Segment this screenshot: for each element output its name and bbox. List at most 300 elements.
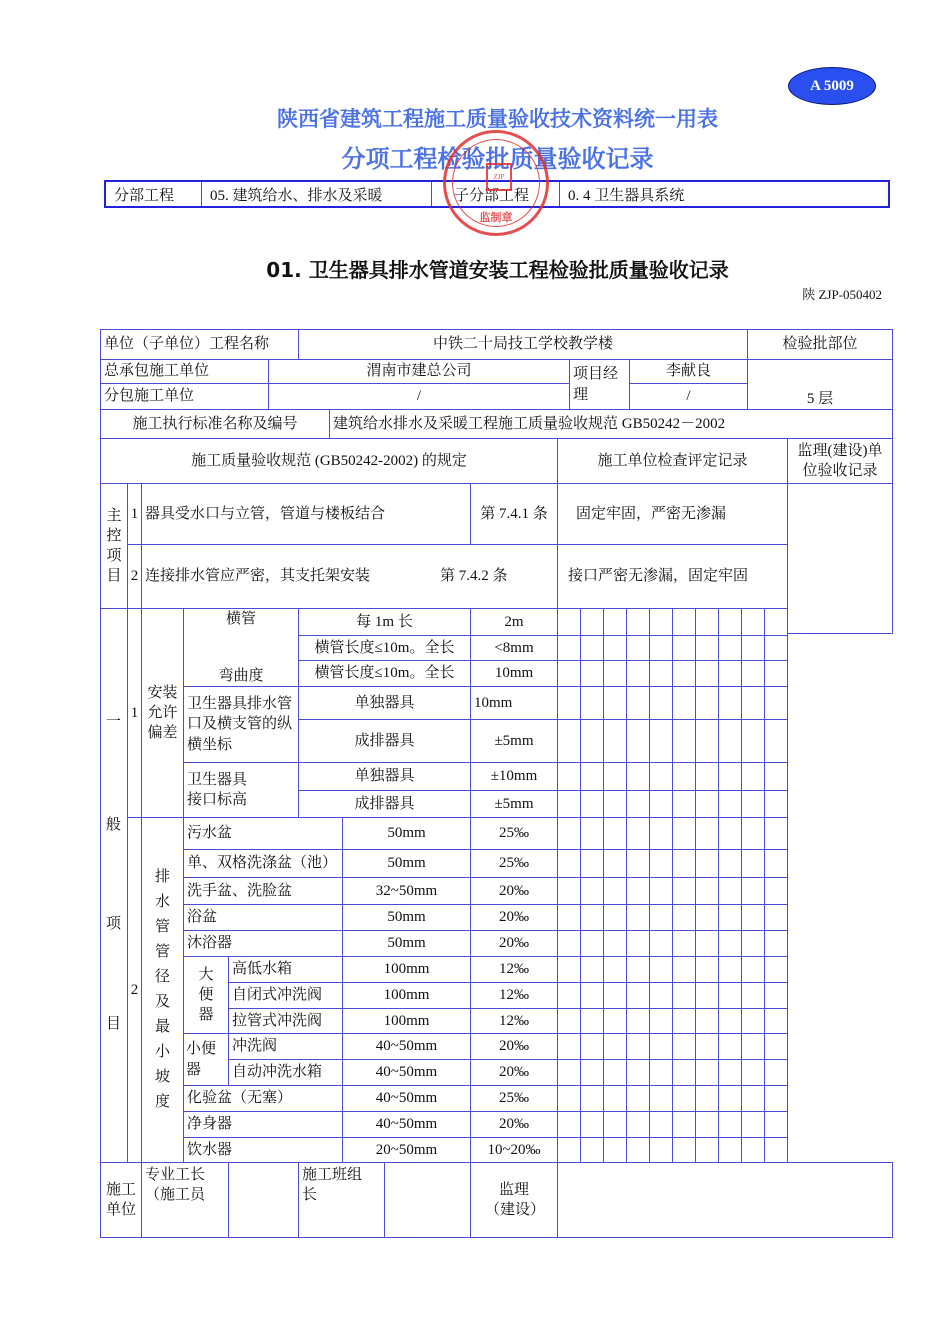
check-point-cell[interactable] xyxy=(695,1137,719,1163)
project-manager-sub: / xyxy=(629,383,748,410)
check-point-cell[interactable] xyxy=(649,1137,673,1163)
check-point-cell[interactable] xyxy=(718,1059,742,1086)
check-point-cell[interactable] xyxy=(603,635,627,661)
general-items-column xyxy=(100,608,128,1163)
supervisor-label: 监理（建设） xyxy=(470,1162,558,1238)
check-point-cell[interactable] xyxy=(580,635,604,661)
check-point-cell[interactable] xyxy=(764,877,788,905)
check-point-cell[interactable] xyxy=(649,1008,673,1034)
pipe-diameter: 50mm xyxy=(342,904,471,931)
batch-part-label: 检验批部位 xyxy=(747,329,893,360)
check-point-cell[interactable] xyxy=(603,849,627,878)
check-point-cell[interactable] xyxy=(672,660,696,687)
check-point-cell[interactable] xyxy=(718,817,742,850)
min-slope: 20‰ xyxy=(470,904,558,931)
check-point-cell[interactable] xyxy=(695,762,719,791)
check-point-cell[interactable] xyxy=(764,1059,788,1086)
check-point-cell[interactable] xyxy=(626,930,650,957)
tolerance-cell: 10mm xyxy=(470,686,558,720)
check-point-cell[interactable] xyxy=(695,904,719,931)
check-point-cell[interactable] xyxy=(557,904,581,931)
check-point-cell[interactable] xyxy=(603,904,627,931)
check-point-cell[interactable] xyxy=(718,608,742,636)
check-point-cell[interactable] xyxy=(603,1059,627,1086)
check-point-cell[interactable] xyxy=(764,1111,788,1138)
fixture-name: 冲洗阀 xyxy=(228,1033,343,1060)
check-point-cell[interactable] xyxy=(718,635,742,661)
check-point-cell[interactable] xyxy=(557,982,581,1009)
item-number: 1 xyxy=(127,608,142,818)
check-point-cell[interactable] xyxy=(695,1111,719,1138)
check-point-cell[interactable] xyxy=(580,877,604,905)
check-point-cell[interactable] xyxy=(718,719,742,763)
fixture-name: 拉管式冲洗阀 xyxy=(228,1008,343,1034)
fixture-name: 自动冲洗水箱 xyxy=(228,1059,343,1086)
check-point-cell[interactable] xyxy=(557,608,581,636)
check-point-cell[interactable] xyxy=(626,762,650,791)
check-point-cell[interactable] xyxy=(741,719,765,763)
check-point-cell[interactable] xyxy=(741,1137,765,1163)
check-point-cell[interactable] xyxy=(626,982,650,1009)
check-point-cell[interactable] xyxy=(603,877,627,905)
check-point-cell[interactable] xyxy=(603,660,627,687)
stamp-label: 监制章 xyxy=(479,212,513,224)
general-label-char: 般 xyxy=(106,817,122,833)
condition-cell: 每 1m 长 xyxy=(298,608,471,636)
check-point-cell[interactable] xyxy=(649,608,673,636)
min-slope: 25‰ xyxy=(470,849,558,878)
check-point-cell[interactable] xyxy=(695,1008,719,1034)
check-point-cell[interactable] xyxy=(764,849,788,878)
check-point-cell[interactable] xyxy=(695,1085,719,1112)
foreman-signature[interactable] xyxy=(228,1162,299,1238)
check-point-cell[interactable] xyxy=(695,790,719,818)
check-point-cell[interactable] xyxy=(741,904,765,931)
main-item-clause: 第 7.4.1 条 xyxy=(470,483,558,545)
general-contractor-label: 总承包施工单位 xyxy=(100,359,269,384)
check-point-cell[interactable] xyxy=(672,1085,696,1112)
min-slope: 25‰ xyxy=(470,1085,558,1112)
check-point-cell[interactable] xyxy=(741,956,765,983)
check-point-cell[interactable] xyxy=(649,849,673,878)
check-point-cell[interactable] xyxy=(741,686,765,720)
check-point-cell[interactable] xyxy=(649,817,673,850)
main-item-row-2 xyxy=(141,544,558,609)
project-manager-general: 李献良 xyxy=(629,359,748,384)
check-point-cell[interactable] xyxy=(603,790,627,818)
check-point-cell[interactable] xyxy=(649,1085,673,1112)
check-point-cell[interactable] xyxy=(764,1033,788,1060)
condition-cell: 单独器具 xyxy=(298,686,471,720)
check-point-cell[interactable] xyxy=(649,686,673,720)
main-item-text: 连接排水管应严密，其支托架安装 xyxy=(145,568,371,585)
toilet-label: 大便器 xyxy=(183,956,229,1034)
check-point-cell[interactable] xyxy=(672,817,696,850)
check-point-cell[interactable] xyxy=(626,877,650,905)
check-point-cell[interactable] xyxy=(603,1111,627,1138)
check-point-cell[interactable] xyxy=(557,1137,581,1163)
check-point-cell[interactable] xyxy=(672,608,696,636)
check-point-cell[interactable] xyxy=(626,635,650,661)
subdivision-value: 0. 4 卫生器具系统 xyxy=(568,187,685,204)
check-point-cell[interactable] xyxy=(580,719,604,763)
check-point-cell[interactable] xyxy=(649,930,673,957)
check-point-cell[interactable] xyxy=(695,982,719,1009)
construction-unit-label: 施工单位 xyxy=(100,1162,142,1238)
check-point-cell[interactable] xyxy=(718,660,742,687)
document-title: 01. 卫生器具排水管道安装工程检验批质量验收记录 xyxy=(266,258,729,282)
tolerance-cell: ±10mm xyxy=(470,762,558,791)
check-point-cell[interactable] xyxy=(764,762,788,791)
pipe-diameter: 100mm xyxy=(342,1008,471,1034)
check-point-cell[interactable] xyxy=(603,1137,627,1163)
check-point-cell[interactable] xyxy=(626,719,650,763)
check-point-cell[interactable] xyxy=(626,1085,650,1112)
team-leader-label: 施工班组 长 xyxy=(298,1162,385,1238)
check-point-cell[interactable] xyxy=(626,1033,650,1060)
batch-part-value: 5 层 xyxy=(747,359,893,410)
check-point-cell[interactable] xyxy=(695,817,719,850)
check-point-cell[interactable] xyxy=(741,790,765,818)
item-label: 横管 xyxy=(225,611,256,627)
check-point-cell[interactable] xyxy=(603,982,627,1009)
check-point-cell[interactable] xyxy=(557,686,581,720)
check-point-cell[interactable] xyxy=(626,1008,650,1034)
min-slope: 12‰ xyxy=(470,956,558,983)
check-point-cell[interactable] xyxy=(695,635,719,661)
check-point-cell[interactable] xyxy=(764,817,788,850)
check-point-cell[interactable] xyxy=(718,904,742,931)
check-point-cell[interactable] xyxy=(695,660,719,687)
pipe-diameter: 40~50mm xyxy=(342,1085,471,1112)
check-point-cell[interactable] xyxy=(603,1033,627,1060)
tolerance-cell: <8mm xyxy=(470,635,558,661)
min-slope: 20‰ xyxy=(470,1059,558,1086)
fixture-name: 沐浴器 xyxy=(183,930,343,957)
check-point-cell[interactable] xyxy=(603,608,627,636)
check-point-cell[interactable] xyxy=(672,1008,696,1034)
urinal-label: 小便器 xyxy=(183,1033,229,1086)
check-point-cell[interactable] xyxy=(718,930,742,957)
fixture-name: 单、双格洗涤盆（池） xyxy=(183,849,343,878)
pipe-diameter: 50mm xyxy=(342,817,471,850)
check-point-cell[interactable] xyxy=(557,1008,581,1034)
project-name-value: 中铁二十局技工学校教学楼 xyxy=(298,329,748,360)
check-point-cell[interactable] xyxy=(626,817,650,850)
check-point-cell[interactable] xyxy=(672,762,696,791)
supervision-stamp xyxy=(443,130,549,236)
pipe-diameter: 40~50mm xyxy=(342,1033,471,1060)
check-point-cell[interactable] xyxy=(741,817,765,850)
check-point-cell[interactable] xyxy=(764,1008,788,1034)
check-point-cell[interactable] xyxy=(764,608,788,636)
check-point-cell[interactable] xyxy=(603,762,627,791)
check-point-cell[interactable] xyxy=(649,762,673,791)
condition-cell: 成排器具 xyxy=(298,790,471,818)
check-point-cell[interactable] xyxy=(649,660,673,687)
check-point-cell[interactable] xyxy=(741,1033,765,1060)
main-item-record: 固定牢固，严密无渗漏 xyxy=(557,483,788,545)
check-point-cell[interactable] xyxy=(649,982,673,1009)
check-point-cell[interactable] xyxy=(649,877,673,905)
check-point-cell[interactable] xyxy=(626,849,650,878)
check-point-cell[interactable] xyxy=(649,1111,673,1138)
check-point-cell[interactable] xyxy=(580,849,604,878)
check-point-cell[interactable] xyxy=(718,790,742,818)
fixture-name: 高低水箱 xyxy=(228,956,343,983)
check-point-cell[interactable] xyxy=(741,608,765,636)
tolerance-cell: ±5mm xyxy=(470,719,558,763)
check-point-cell[interactable] xyxy=(718,762,742,791)
check-point-cell[interactable] xyxy=(580,1033,604,1060)
division-label: 分部工程 xyxy=(106,182,202,206)
check-point-cell[interactable] xyxy=(580,930,604,957)
item-label: 卫生器具排水管口及横支管的纵横坐标 xyxy=(183,686,299,763)
check-point-cell[interactable] xyxy=(580,608,604,636)
supervisor-check-header: 监理(建设)单位验收记录 xyxy=(787,438,893,484)
check-point-cell[interactable] xyxy=(649,635,673,661)
check-point-cell[interactable] xyxy=(580,1059,604,1086)
check-point-cell[interactable] xyxy=(580,762,604,791)
check-point-cell[interactable] xyxy=(672,1033,696,1060)
check-point-cell[interactable] xyxy=(557,849,581,878)
check-point-cell[interactable] xyxy=(741,1059,765,1086)
check-point-cell[interactable] xyxy=(695,877,719,905)
check-point-cell[interactable] xyxy=(580,1085,604,1112)
pipe-diameter: 40~50mm xyxy=(342,1059,471,1086)
check-point-cell[interactable] xyxy=(672,790,696,818)
check-point-cell[interactable] xyxy=(741,849,765,878)
condition-cell: 横管长度≤10m。全长 xyxy=(298,660,471,687)
check-point-cell[interactable] xyxy=(649,904,673,931)
check-point-cell[interactable] xyxy=(649,719,673,763)
check-point-cell[interactable] xyxy=(741,1085,765,1112)
general-label-char: 项 xyxy=(106,916,122,932)
check-point-cell[interactable] xyxy=(580,790,604,818)
check-point-cell[interactable] xyxy=(672,982,696,1009)
check-point-cell[interactable] xyxy=(603,686,627,720)
check-point-cell[interactable] xyxy=(741,635,765,661)
check-point-cell[interactable] xyxy=(764,1085,788,1112)
condition-cell: 横管长度≤10m。全长 xyxy=(298,635,471,661)
check-point-cell[interactable] xyxy=(626,608,650,636)
main-item-record: 接口严密无渗漏，固定牢固 xyxy=(557,544,788,609)
min-slope: 20‰ xyxy=(470,1033,558,1060)
check-point-cell[interactable] xyxy=(764,719,788,763)
check-point-cell[interactable] xyxy=(672,635,696,661)
check-point-cell[interactable] xyxy=(557,635,581,661)
fixture-name: 净身器 xyxy=(183,1111,343,1138)
check-point-cell[interactable] xyxy=(603,1085,627,1112)
bend-item-cell xyxy=(183,608,299,687)
check-point-cell[interactable] xyxy=(557,930,581,957)
check-point-cell[interactable] xyxy=(764,956,788,983)
check-point-cell[interactable] xyxy=(695,686,719,720)
check-point-cell[interactable] xyxy=(603,930,627,957)
check-point-cell[interactable] xyxy=(580,686,604,720)
supervisor-signature[interactable] xyxy=(557,1162,893,1238)
spec-column-header: 施工质量验收规范 (GB50242-2002) 的规定 xyxy=(100,438,558,484)
check-point-cell[interactable] xyxy=(741,982,765,1009)
check-point-cell[interactable] xyxy=(557,1111,581,1138)
form-number-badge: A 5009 xyxy=(788,67,876,105)
check-point-cell[interactable] xyxy=(764,660,788,687)
condition-cell: 成排器具 xyxy=(298,719,471,763)
pipe-diameter: 32~50mm xyxy=(342,877,471,905)
min-slope: 12‰ xyxy=(470,1008,558,1034)
check-point-cell[interactable] xyxy=(695,930,719,957)
check-point-cell[interactable] xyxy=(695,1059,719,1086)
contractor-check-header: 施工单位检查评定记录 xyxy=(557,438,788,484)
stamp-emblem: ZJP xyxy=(486,163,512,191)
check-point-cell[interactable] xyxy=(580,1111,604,1138)
check-point-cell[interactable] xyxy=(626,1111,650,1138)
item-label: 卫生器具接口标高 xyxy=(183,762,299,818)
division-value: 05. 建筑给水、排水及采暖 xyxy=(202,182,432,206)
check-point-cell[interactable] xyxy=(649,956,673,983)
check-point-cell[interactable] xyxy=(695,1033,719,1060)
tolerance-cell: 2m xyxy=(470,608,558,636)
check-point-cell[interactable] xyxy=(626,1059,650,1086)
check-point-cell[interactable] xyxy=(718,1033,742,1060)
check-point-cell[interactable] xyxy=(626,660,650,687)
check-point-cell[interactable] xyxy=(557,719,581,763)
check-point-cell[interactable] xyxy=(580,982,604,1009)
condition-cell: 单独器具 xyxy=(298,762,471,791)
min-slope: 20‰ xyxy=(470,930,558,957)
check-point-cell[interactable] xyxy=(580,1008,604,1034)
check-point-cell[interactable] xyxy=(603,817,627,850)
check-point-cell[interactable] xyxy=(557,790,581,818)
subcontractor-value: / xyxy=(268,383,570,410)
main-control-label: 主控项目 xyxy=(100,483,128,609)
check-point-cell[interactable] xyxy=(672,877,696,905)
check-point-cell[interactable] xyxy=(580,817,604,850)
check-point-cell[interactable] xyxy=(672,930,696,957)
supervisor-record-cell[interactable] xyxy=(787,483,893,634)
fixture-name: 化验盆（无塞） xyxy=(183,1085,343,1112)
check-point-cell[interactable] xyxy=(741,877,765,905)
fixture-name: 洗手盆、洗脸盆 xyxy=(183,877,343,905)
check-point-cell[interactable] xyxy=(764,930,788,957)
check-point-cell[interactable] xyxy=(695,849,719,878)
group1-label: 安装允许偏差 xyxy=(141,608,184,818)
check-point-cell[interactable] xyxy=(718,686,742,720)
check-point-cell[interactable] xyxy=(672,719,696,763)
check-point-cell[interactable] xyxy=(741,660,765,687)
check-point-cell[interactable] xyxy=(718,982,742,1009)
check-point-cell[interactable] xyxy=(741,930,765,957)
check-point-cell[interactable] xyxy=(672,1137,696,1163)
document-code: 陕 ZJP-050402 xyxy=(802,287,882,302)
check-point-cell[interactable] xyxy=(649,1059,673,1086)
check-point-cell[interactable] xyxy=(672,1111,696,1138)
fixture-name: 自闭式冲洗阀 xyxy=(228,982,343,1009)
item-label: 弯曲度 xyxy=(218,667,264,684)
subdivision-label: 子分部工程 xyxy=(432,182,560,206)
check-point-cell[interactable] xyxy=(672,686,696,720)
item-number: 2 xyxy=(127,544,142,609)
check-point-cell[interactable] xyxy=(764,904,788,931)
check-point-cell[interactable] xyxy=(695,956,719,983)
check-point-cell[interactable] xyxy=(764,1137,788,1163)
check-point-cell[interactable] xyxy=(649,1033,673,1060)
pipe-diameter: 100mm xyxy=(342,956,471,983)
pipe-diameter: 100mm xyxy=(342,982,471,1009)
check-point-cell[interactable] xyxy=(718,1085,742,1112)
subcontractor-label: 分包施工单位 xyxy=(100,383,269,410)
item-number: 2 xyxy=(127,817,142,1163)
check-point-cell[interactable] xyxy=(626,790,650,818)
pipe-diameter: 50mm xyxy=(342,930,471,957)
check-point-cell[interactable] xyxy=(672,956,696,983)
check-point-cell[interactable] xyxy=(603,719,627,763)
check-point-cell[interactable] xyxy=(764,686,788,720)
check-point-cell[interactable] xyxy=(603,956,627,983)
check-point-cell[interactable] xyxy=(741,762,765,791)
check-point-cell[interactable] xyxy=(603,1008,627,1034)
check-point-cell[interactable] xyxy=(580,956,604,983)
check-point-cell[interactable] xyxy=(764,790,788,818)
check-point-cell[interactable] xyxy=(557,1033,581,1060)
standard-value: 建筑给水排水及采暖工程施工质量验收规范 GB50242－2002 xyxy=(329,409,893,439)
check-point-cell[interactable] xyxy=(557,660,581,687)
check-point-cell[interactable] xyxy=(626,686,650,720)
check-point-cell[interactable] xyxy=(718,1111,742,1138)
check-point-cell[interactable] xyxy=(695,719,719,763)
check-point-cell[interactable] xyxy=(626,956,650,983)
check-point-cell[interactable] xyxy=(557,762,581,791)
standard-label: 施工执行标准名称及编号 xyxy=(100,409,330,439)
check-point-cell[interactable] xyxy=(649,790,673,818)
check-point-cell[interactable] xyxy=(672,1059,696,1086)
item-number: 1 xyxy=(127,483,142,545)
check-point-cell[interactable] xyxy=(626,1137,650,1163)
pipe-diameter: 40~50mm xyxy=(342,1111,471,1138)
check-point-cell[interactable] xyxy=(626,904,650,931)
check-point-cell[interactable] xyxy=(557,956,581,983)
check-point-cell[interactable] xyxy=(741,1111,765,1138)
min-slope: 20‰ xyxy=(470,877,558,905)
min-slope: 20‰ xyxy=(470,1111,558,1138)
check-point-cell[interactable] xyxy=(718,1137,742,1163)
check-point-cell[interactable] xyxy=(718,849,742,878)
fixture-name: 污水盆 xyxy=(183,817,343,850)
fixture-name: 浴盆 xyxy=(183,904,343,931)
check-point-cell[interactable] xyxy=(695,608,719,636)
tolerance-cell: 10mm xyxy=(470,660,558,687)
check-point-cell[interactable] xyxy=(580,1137,604,1163)
check-point-cell[interactable] xyxy=(557,1085,581,1112)
check-point-cell[interactable] xyxy=(672,904,696,931)
check-point-cell[interactable] xyxy=(557,877,581,905)
check-point-cell[interactable] xyxy=(580,660,604,687)
check-point-cell[interactable] xyxy=(672,849,696,878)
check-point-cell[interactable] xyxy=(718,1008,742,1034)
check-point-cell[interactable] xyxy=(557,817,581,850)
check-point-cell[interactable] xyxy=(557,1059,581,1086)
form-type-title: 分项工程检验批质量验收记录 xyxy=(341,145,654,173)
check-point-cell[interactable] xyxy=(764,635,788,661)
check-point-cell[interactable] xyxy=(718,877,742,905)
team-leader-signature[interactable] xyxy=(384,1162,471,1238)
check-point-cell[interactable] xyxy=(718,956,742,983)
check-point-cell[interactable] xyxy=(764,982,788,1009)
main-item-text: 器具受水口与立管，管道与楼板结合 xyxy=(141,483,471,545)
group2-label: 排水管管径及最小坡度 xyxy=(141,817,184,1163)
check-point-cell[interactable] xyxy=(580,904,604,931)
check-point-cell[interactable] xyxy=(741,1008,765,1034)
